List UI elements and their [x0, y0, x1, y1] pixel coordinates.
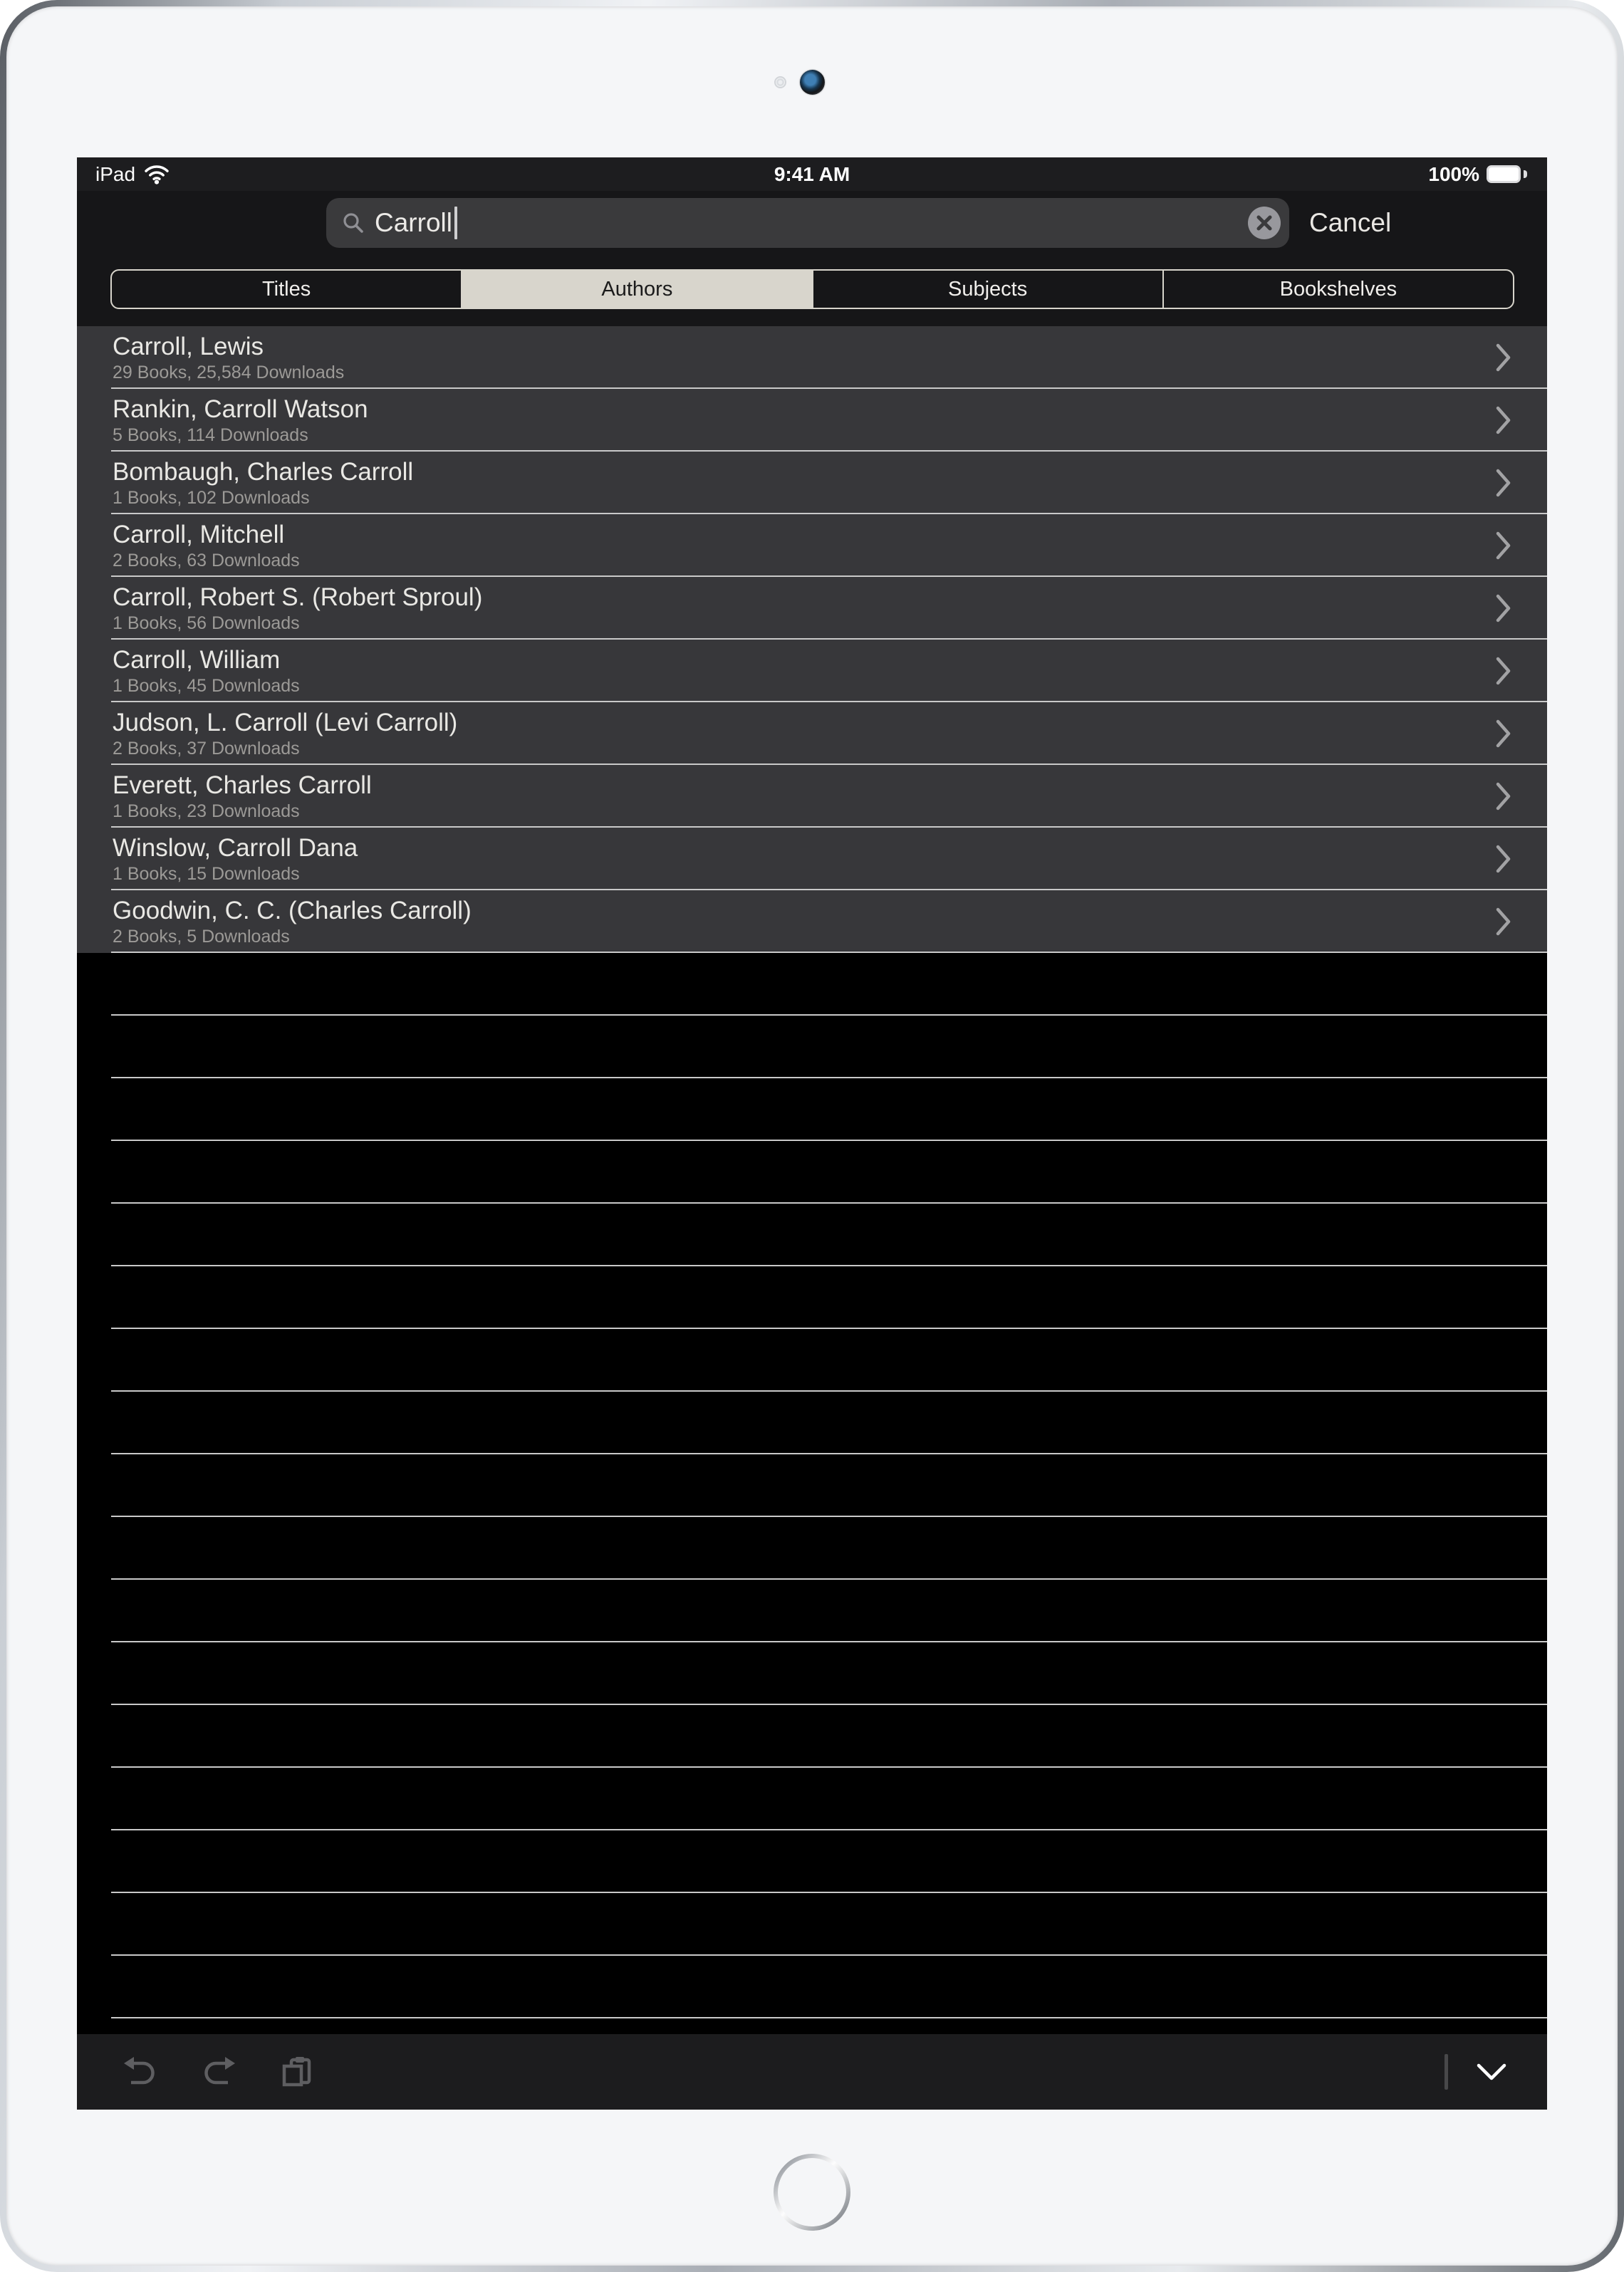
- author-name: Bombaugh, Charles Carroll: [113, 458, 414, 486]
- empty-row-separator: [111, 1578, 1547, 1580]
- empty-row-separator: [111, 1516, 1547, 1517]
- toolbar-divider: [1445, 2054, 1448, 2090]
- author-name: Winslow, Carroll Dana: [113, 834, 358, 862]
- empty-row-separator: [111, 1328, 1547, 1329]
- empty-row-separator: [111, 1014, 1547, 1016]
- chevron-right-icon: [1496, 719, 1511, 748]
- author-result-row[interactable]: [77, 577, 1547, 640]
- empty-row-separator: [111, 1704, 1547, 1705]
- author-name: Rankin, Carroll Watson: [113, 395, 368, 423]
- empty-row-separator: [111, 1766, 1547, 1768]
- author-meta: 1 Books, 23 Downloads: [113, 801, 300, 821]
- tab-subjects[interactable]: Subjects: [812, 271, 1162, 308]
- chevron-right-icon: [1496, 907, 1511, 936]
- chevron-right-icon: [1496, 531, 1511, 560]
- author-name: Carroll, Mitchell: [113, 521, 285, 548]
- author-meta: 1 Books, 56 Downloads: [113, 613, 300, 633]
- author-result-row[interactable]: [77, 702, 1547, 765]
- chevron-right-icon: [1496, 845, 1511, 873]
- search-icon: [342, 212, 365, 234]
- empty-row-separator: [111, 1140, 1547, 1141]
- chevron-down-icon: [1475, 2062, 1508, 2082]
- author-meta: 29 Books, 25,584 Downloads: [113, 363, 345, 382]
- author-meta: 1 Books, 15 Downloads: [113, 864, 300, 884]
- search-query-text: Carroll: [375, 208, 452, 237]
- author-result-row[interactable]: [77, 326, 1547, 389]
- cancel-button[interactable]: Cancel: [1309, 208, 1392, 237]
- author-results-list: [77, 326, 1547, 953]
- empty-row-separator: [111, 1954, 1547, 1956]
- author-meta: 1 Books, 45 Downloads: [113, 676, 300, 696]
- author-result-row[interactable]: [77, 828, 1547, 890]
- clear-search-button[interactable]: [1248, 207, 1281, 239]
- author-name: Goodwin, C. C. (Charles Carroll): [113, 897, 472, 924]
- front-camera: [800, 70, 825, 95]
- author-meta: 1 Books, 102 Downloads: [113, 488, 310, 508]
- redo-button[interactable]: [201, 2054, 236, 2090]
- author-meta: 5 Books, 114 Downloads: [113, 425, 308, 445]
- empty-row-separator: [111, 1892, 1547, 1893]
- empty-row-separator: [111, 1202, 1547, 1204]
- tab-bookshelves[interactable]: Bookshelves: [1162, 271, 1513, 308]
- chevron-right-icon: [1496, 657, 1511, 685]
- author-result-row[interactable]: [77, 890, 1547, 953]
- battery-nub: [1524, 170, 1527, 178]
- author-result-row[interactable]: [77, 514, 1547, 577]
- keyboard-dismiss-button[interactable]: [1471, 2054, 1512, 2090]
- empty-row-separator: [111, 1077, 1547, 1078]
- author-meta: 2 Books, 5 Downloads: [113, 927, 290, 947]
- empty-row-separator: [111, 1390, 1547, 1392]
- author-result-row[interactable]: [77, 765, 1547, 828]
- paste-button[interactable]: [279, 2054, 315, 2090]
- empty-row-separator: [111, 1453, 1547, 1454]
- author-name: Carroll, William: [113, 646, 281, 674]
- author-name: Carroll, Lewis: [113, 333, 264, 360]
- home-button[interactable]: [773, 2153, 851, 2231]
- author-name: Carroll, Robert S. (Robert Sproul): [113, 583, 483, 611]
- search-input[interactable]: [326, 198, 1289, 248]
- carrier-label: iPad: [95, 162, 136, 185]
- author-result-row[interactable]: [77, 389, 1547, 452]
- author-result-row[interactable]: [77, 452, 1547, 514]
- app-screen: [77, 157, 1547, 2110]
- text-cursor: [454, 207, 457, 239]
- chevron-right-icon: [1496, 594, 1511, 622]
- status-bar: [77, 157, 1547, 191]
- author-meta: 2 Books, 63 Downloads: [113, 551, 300, 570]
- keyboard-shortcut-bar: [77, 2034, 1547, 2110]
- author-name: Judson, L. Carroll (Levi Carroll): [113, 709, 458, 736]
- status-time: 9:41 AM: [774, 163, 850, 185]
- clear-x-icon: [1248, 207, 1281, 239]
- battery-percent-label: 100%: [1428, 162, 1479, 185]
- battery-icon: [1487, 165, 1521, 183]
- empty-row-separator: [111, 1641, 1547, 1642]
- empty-row-separator: [111, 2017, 1547, 2018]
- chevron-right-icon: [1496, 782, 1511, 811]
- chevron-right-icon: [1496, 469, 1511, 497]
- ambient-light-sensor: [774, 76, 786, 88]
- chevron-right-icon: [1496, 343, 1511, 372]
- tab-authors[interactable]: Authors: [461, 271, 811, 308]
- empty-row-separator: [111, 1829, 1547, 1830]
- undo-button[interactable]: [123, 2054, 158, 2090]
- empty-row-separator: [111, 1265, 1547, 1266]
- chevron-right-icon: [1496, 406, 1511, 434]
- author-result-row[interactable]: [77, 640, 1547, 702]
- tab-titles[interactable]: Titles: [262, 278, 311, 301]
- search-header: [77, 191, 1547, 326]
- empty-rows-area: [77, 953, 1547, 2034]
- author-meta: 2 Books, 37 Downloads: [113, 739, 300, 759]
- author-name: Everett, Charles Carroll: [113, 771, 372, 799]
- segmented-control: [110, 269, 1514, 309]
